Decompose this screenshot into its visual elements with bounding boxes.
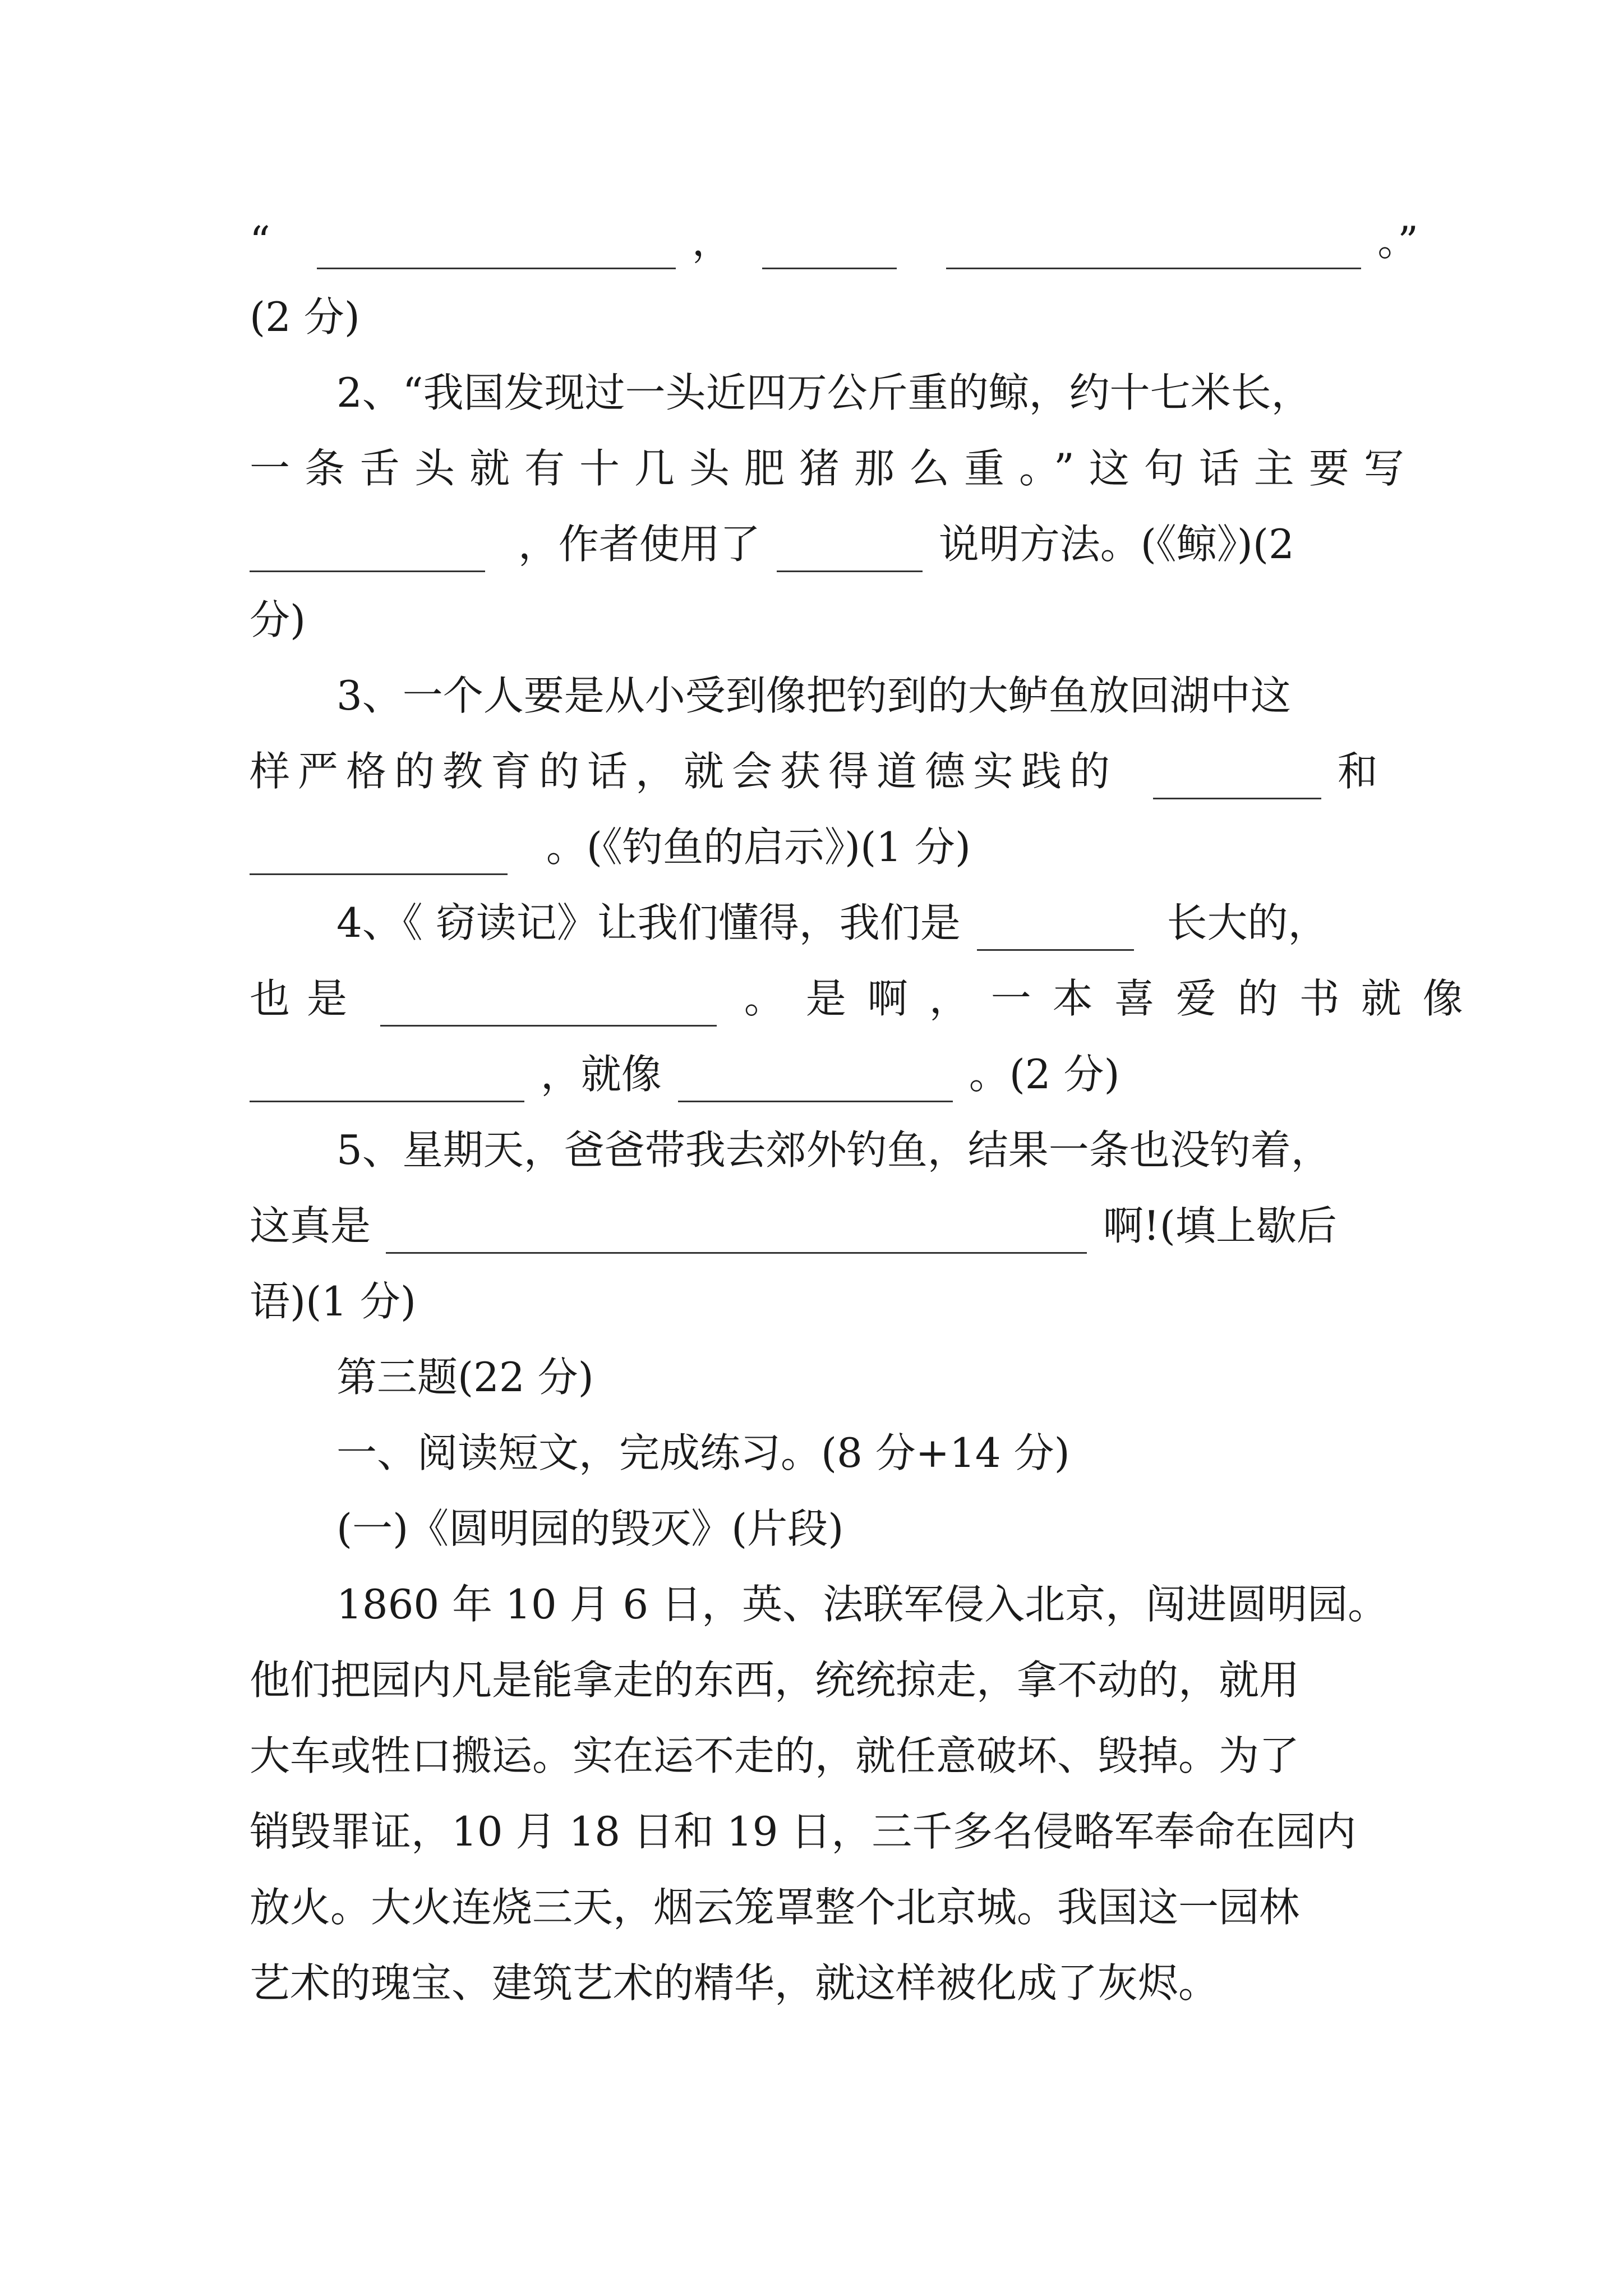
q5-text-b: 啊!(填上歇后 xyxy=(1103,1202,1337,1249)
q3-text-c: 。(《钓鱼的启示》)(1 分) xyxy=(546,823,971,871)
q2-line-2-text: 一条舌头就有十几头肥猪那么重。”这句话主要写 xyxy=(250,445,1419,492)
q4-text-e: ，就像 xyxy=(540,1051,662,1098)
q4-line-3 xyxy=(250,1046,1394,1102)
q3-line-1: 3、一个人要是从小受到像把钓到的大鲈鱼放回湖中这 xyxy=(336,672,1291,719)
open-quote: “ xyxy=(250,218,270,265)
q3-blank-2[interactable] xyxy=(250,829,508,875)
q3-line-2 xyxy=(250,743,1394,799)
q3-blank-1[interactable] xyxy=(1153,753,1321,799)
q5-line-1: 5、星期天，爸爸带我去郊外钓鱼，结果一条也没钓着， xyxy=(336,1126,1331,1174)
section3-title: 第三题(22 分) xyxy=(336,1354,594,1401)
q1-comma: ， xyxy=(691,218,732,265)
q4-blank-3[interactable] xyxy=(250,1056,524,1102)
q1-answer-line xyxy=(250,213,1419,269)
q2-blank-1[interactable] xyxy=(250,526,485,572)
q4-text-c: 也是 xyxy=(250,975,365,1022)
passage-line-4: 销毁罪证，10 月 18 日和 19 日，三千多名侵略军奉命在园内 xyxy=(250,1808,1357,1855)
q4-line-1 xyxy=(336,895,1402,951)
q4-blank-2[interactable] xyxy=(380,980,717,1027)
passage-line-6: 艺术的瑰宝、建筑艺术的精华，就这样被化成了灰烬。 xyxy=(250,1959,1219,2007)
q1-blank-1[interactable] xyxy=(317,223,676,269)
q2-line-3 xyxy=(250,516,1394,572)
passage-line-2: 他们把园内凡是能拿走的东西，统统掠走，拿不动的，就用 xyxy=(250,1657,1300,1704)
q4-blank-4[interactable] xyxy=(678,1056,953,1102)
q1-blank-3[interactable] xyxy=(946,223,1361,269)
passage-line-1: 1860 年 10 月 6 日，英、法联军侵入北京，闯进圆明园。 xyxy=(336,1581,1389,1628)
q2-blank-2[interactable] xyxy=(777,526,923,572)
q2-text-a: ，作者使用了 xyxy=(518,521,760,568)
q1-blank-2[interactable] xyxy=(762,223,897,269)
q3-line-3 xyxy=(250,819,1394,875)
q2-line-1: 2、“我国发现过一头近四万公斤重的鲸，约十七米长， xyxy=(336,369,1312,416)
q3-text-a: 样严格的教育的话，就会获得道德实践的 xyxy=(250,748,1118,795)
q3-text-b: 和 xyxy=(1337,748,1378,795)
q4-line-2 xyxy=(250,970,1484,1027)
q4-text-f: 。(2 分) xyxy=(969,1051,1120,1098)
q4-text-a: 4、《 窃读记》让我们懂得，我们是 xyxy=(336,899,961,946)
passage-line-5: 放火。大火连烧三天，烟云笼罩整个北京城。我国这一园林 xyxy=(250,1884,1300,1931)
q5-text-a: 这真是 xyxy=(250,1202,371,1249)
q5-blank-1[interactable] xyxy=(386,1207,1087,1254)
section3-instruction: 一、阅读短文，完成练习。(8 分+14 分) xyxy=(336,1429,1070,1476)
q2-line-4: 分) xyxy=(250,596,306,643)
q1-end: 。” xyxy=(1377,218,1419,265)
passage-title: (一)《圆明园的毁灭》(片段) xyxy=(336,1505,844,1552)
q2-line-2 xyxy=(250,440,1419,496)
q4-text-b: 长大的， xyxy=(1166,899,1329,946)
q1-score: (2 分) xyxy=(250,293,360,341)
passage-line-3: 大车或牲口搬运。实在运不走的，就任意破坏、毁掉。为了 xyxy=(250,1732,1300,1779)
q5-line-2 xyxy=(250,1198,1394,1254)
q4-text-d: 。是啊，一本喜爱的书就像 xyxy=(744,975,1484,1022)
q2-text-b: 说明方法。(《鲸》)(2 xyxy=(938,521,1294,568)
q5-line-3: 语)(1 分) xyxy=(250,1278,416,1325)
q4-blank-1[interactable] xyxy=(977,904,1134,951)
